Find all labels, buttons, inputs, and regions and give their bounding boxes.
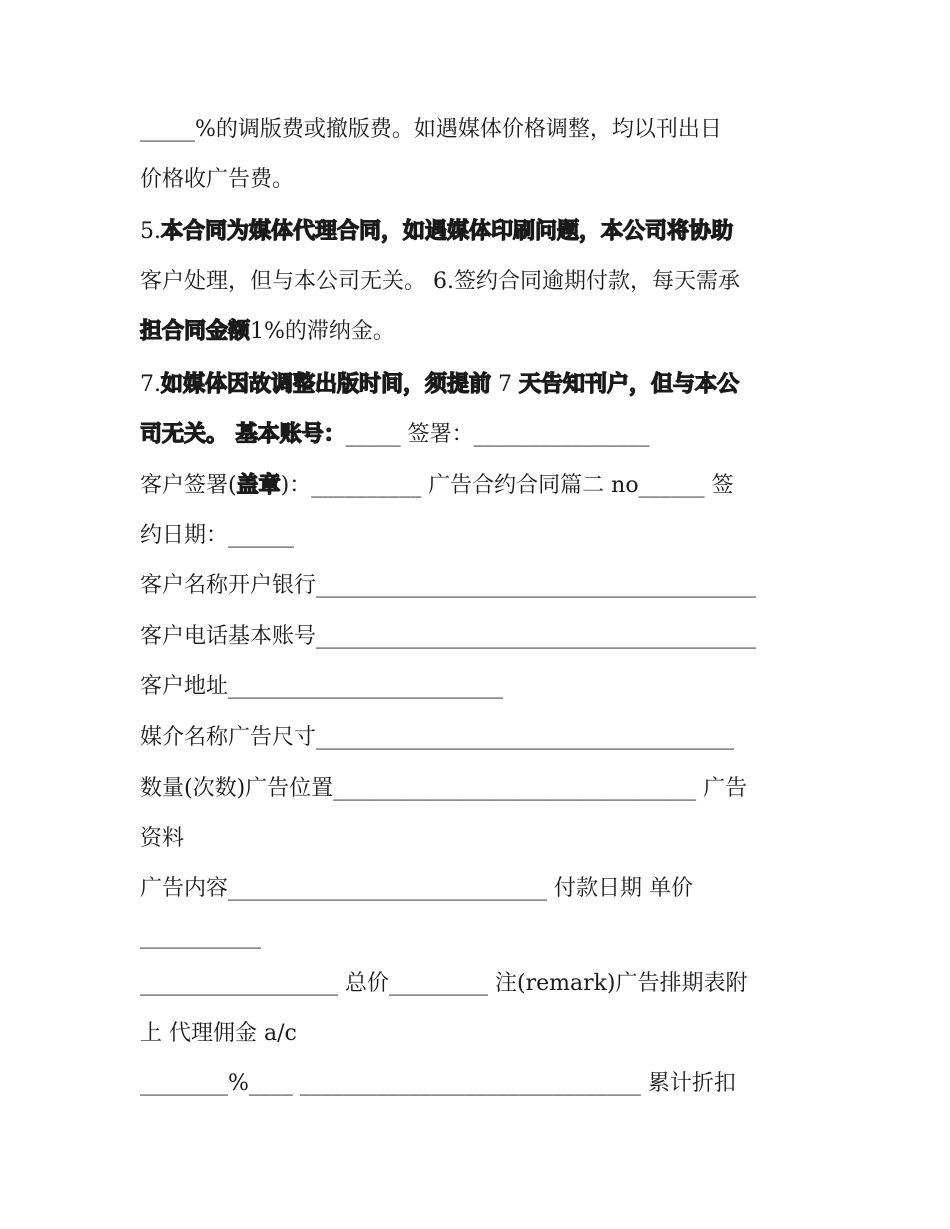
bubble-text-run: 盖章 [236,473,281,498]
text-run: 客户签署( [140,473,237,498]
text-run: 上 代理佣金 a/c [140,1021,297,1046]
text-run: )：__________ 广告合约合同篇二 no______ 签 [280,473,734,498]
text-run: _____%的调版费或撤版费。如遇媒体价格调整，均以刊出日 [140,117,722,142]
text-line [140,824,184,854]
text-run: 1%的滞纳金。 [250,319,395,344]
text-run: 7. [140,372,161,397]
text-line [140,521,294,551]
text-run: 7 [491,372,519,397]
text-run: 客户名称开户银行________________________________________ [140,573,757,598]
text-line [140,370,739,400]
text-line [140,165,294,195]
text-line [140,922,261,952]
bubble-text-run: 担合同金额 [140,319,251,344]
text-line [140,267,740,297]
text-line [140,420,650,450]
text-line [140,969,748,999]
text-run: 约日期：______ [140,523,295,548]
text-run: 数量(次数)广告位置_________________________________ 广告 [140,776,748,801]
text-run: 广告内容_____________________________ 付款日期 单价 [140,876,693,901]
text-line [140,622,756,652]
text-line [140,723,734,753]
text-line [140,1069,736,1099]
text-line [140,672,503,702]
bubble-text-run: 司无关。 基本账号： [140,422,346,447]
text-line [140,874,693,904]
text-line [140,1019,297,1049]
text-line [140,317,395,347]
text-line [140,571,756,601]
text-line [140,217,733,247]
text-run: __________________ 总价_________ 注(remark)广告排期表附 [140,971,748,996]
text-run: 价格收广告费。 [140,167,295,192]
bubble-text-run: 本合同为媒体代理合同，如遇媒体印刷问题，本公司将协助 [161,219,734,244]
bubble-text-run: 天告知刊户，但与本公 [519,372,740,397]
text-run: 5. [140,219,161,244]
text-run: 客户电话基本账号________________________________________ [140,624,757,649]
text-run: 客户地址_________________________ [140,674,504,699]
text-run: _____ 签署：________________ [345,422,650,447]
bubble-text-run: 如媒体因故调整出版时间，须提前 [161,372,492,397]
text-run: ________%____ _______________________________ 累计折扣 [140,1071,736,1096]
text-line [140,774,747,804]
text-run: 媒介名称广告尺寸______________________________________ [140,725,735,750]
text-run: 客户处理，但与本公司无关。 6.签约合同逾期付款，每天需承 [140,269,740,294]
text-line [140,471,734,501]
text-run: ___________ [140,924,261,949]
text-line [140,115,722,145]
text-run: 资料 [140,826,185,851]
